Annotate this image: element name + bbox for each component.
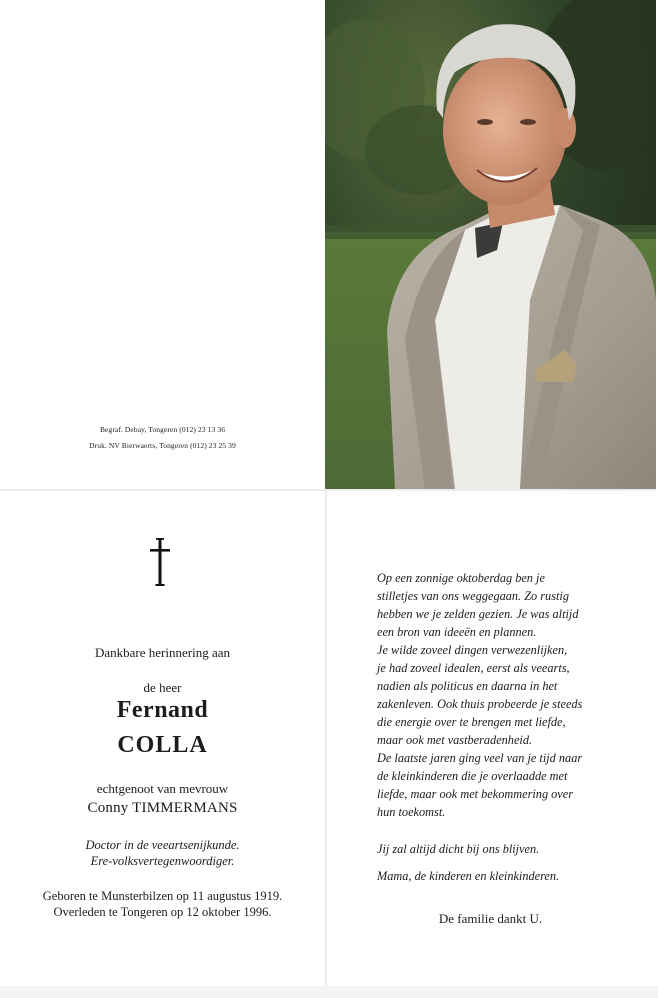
spouse-name: Conny TIMMERMANS bbox=[87, 800, 238, 816]
poem-line: Je wilde zoveel dingen verwezenlijken, bbox=[377, 643, 568, 657]
photo-panel bbox=[325, 0, 656, 489]
poem-line: Op een zonnige oktoberdag ben je bbox=[377, 571, 545, 585]
last-name: COLLA bbox=[117, 732, 208, 758]
birth-line: Geboren te Munsterbilzen op 11 augustus 1919. bbox=[42, 889, 283, 903]
honorific: de heer bbox=[143, 680, 182, 695]
horizontal-fold bbox=[0, 489, 656, 491]
portrait-photo bbox=[325, 0, 656, 489]
poem-line: liefde, maar ook met bekommering over bbox=[377, 787, 574, 801]
profession-1: Doctor in de veeartsenijkunde. bbox=[85, 838, 240, 852]
poem-line: een bron van ideeën en plannen. bbox=[377, 625, 537, 639]
poem-line: die energie over te brengen met liefde, bbox=[377, 715, 566, 729]
funeral-home-line: Begraf. Debay, Tongeren (012) 23 13 36 bbox=[99, 425, 226, 434]
poem-line: maar ook met vastberadenheid. bbox=[377, 733, 533, 747]
profession-2: Ere-volksvertegenwoordiger. bbox=[90, 854, 235, 868]
poem-line: De laatste jaren ging veel van je tijd naar bbox=[377, 751, 583, 765]
bottom-edge bbox=[0, 986, 658, 998]
back-cover-panel bbox=[0, 0, 325, 489]
spouse-intro: echtgenoot van mevrouw bbox=[96, 781, 229, 796]
poem-signature-line: Mama, de kinderen en kleinkinderen. bbox=[377, 869, 560, 883]
poem-line: nadien als politicus en daarna in het bbox=[377, 679, 558, 693]
poem-line: je had zoveel idealen, eerst als veearts, bbox=[377, 661, 570, 675]
printer-line: Druk. NV Bierwaerts, Tongeren (012) 23 25 39 bbox=[89, 441, 236, 450]
death-line: Overleden te Tongeren op 12 oktober 1996. bbox=[53, 905, 272, 919]
poem-line: hun toekomst. bbox=[377, 805, 446, 819]
first-name: Fernand bbox=[116, 697, 209, 723]
poem-closing-line: Jij zal altijd dicht bij ons blijven. bbox=[377, 842, 540, 856]
cross-icon bbox=[150, 538, 170, 586]
poem-line: zakenleven. Ook thuis probeerde je steeds bbox=[377, 697, 583, 711]
family-thanks: De familie dankt U. bbox=[438, 911, 543, 926]
memory-line: Dankbare herinnering aan bbox=[95, 645, 230, 660]
poem-line: stilletjes van ons weggegaan. Zo rustig bbox=[377, 589, 569, 603]
poem-line: hebben we je zelden gezien. Je was altijd bbox=[377, 607, 579, 621]
poem-line: de kleinkinderen die je overlaadde met bbox=[377, 769, 568, 783]
